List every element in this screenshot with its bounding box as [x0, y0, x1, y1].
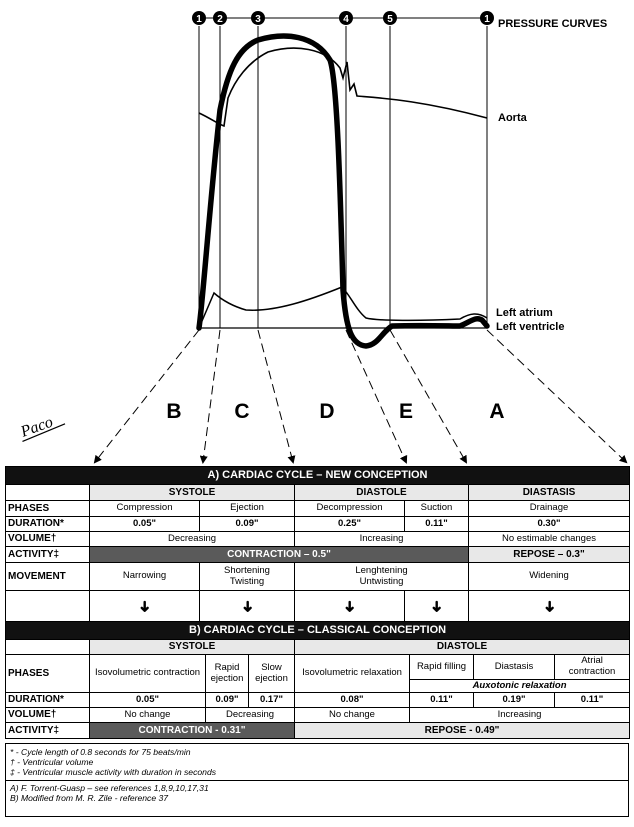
projection-arrow-1	[95, 330, 199, 462]
table-a-phases-label: PHASES	[6, 501, 90, 517]
projection-arrow-5	[390, 330, 466, 462]
table-a-duration: 0.09"	[200, 517, 295, 532]
table-a-phase: Ejection	[200, 501, 295, 517]
table-b-duration: 0.05"	[90, 693, 206, 708]
table-b-phase: Rapid filling	[410, 655, 474, 680]
projection-arrow-2	[203, 330, 220, 462]
table-a-diastasis: DIASTASIS	[469, 485, 630, 501]
phase-letter-d: D	[319, 400, 335, 423]
table-b-activity-label: ACTIVITY‡	[6, 723, 90, 739]
table-a-phase: Compression	[90, 501, 200, 517]
table-new-conception	[5, 466, 630, 623]
table-a-volume-label: VOLUME†	[6, 532, 90, 547]
table-a-movement: Widening	[469, 563, 630, 591]
down-arrow-icon: ➜	[135, 599, 153, 613]
marker-6-label: 1	[484, 14, 490, 25]
phase-letter-a: A	[489, 400, 505, 423]
projection-arrow-4	[346, 330, 406, 462]
table-a-contraction: CONTRACTION – 0.5"	[90, 547, 469, 563]
table-a-diastole: DIASTOLE	[295, 485, 469, 501]
aorta-curve	[199, 48, 487, 126]
phase-letter-b: B	[166, 400, 182, 423]
table-b-contraction: CONTRACTION - 0.31"	[90, 723, 295, 739]
table-a-volume: No estimable changes	[469, 532, 630, 547]
table-b-duration: 0.11"	[555, 693, 630, 708]
phase-letter-e: E	[398, 400, 414, 423]
table-b-phases-label: PHASES	[6, 655, 90, 693]
table-b-duration: 0.09"	[206, 693, 249, 708]
marker-3	[251, 11, 265, 25]
marker-5-label: 5	[387, 14, 393, 25]
table-b-duration: 0.11"	[410, 693, 474, 708]
down-arrow-icon: ➜	[340, 599, 358, 613]
marker-1-label: 1	[196, 14, 202, 25]
table-b-duration: 0.08"	[295, 693, 410, 708]
down-arrow-icon: ➜	[238, 599, 256, 613]
table-b-phase: Slow ejection	[249, 655, 295, 693]
table-a-duration: 0.11"	[405, 517, 469, 532]
svg-text:Paco: Paco	[18, 413, 56, 441]
signature	[17, 410, 66, 442]
table-b-volume-label: VOLUME†	[6, 708, 90, 723]
projection-arrow-6	[487, 330, 626, 462]
table-a-volume: Increasing	[295, 532, 469, 547]
table-a-repose: REPOSE – 0.3"	[469, 547, 630, 563]
table-b-title: B) CARDIAC CYCLE – CLASSICAL CONCEPTION	[6, 622, 630, 640]
table-a-movement-label: MOVEMENT	[6, 563, 90, 591]
footnote: ‡ - Ventricular muscle activity with duration in seconds	[10, 767, 217, 777]
footnote: † - Ventricular volume	[10, 757, 94, 767]
projection-arrow-3	[258, 330, 293, 462]
table-b-volume: No change	[90, 708, 206, 723]
marker-2	[213, 11, 227, 25]
table-a-phase: Decompression	[295, 501, 405, 517]
table-b-diastole: DIASTOLE	[295, 640, 630, 655]
footnote: * - Cycle length of 0.8 seconds for 75 beats/min	[10, 747, 191, 757]
table-b-repose: REPOSE - 0.49"	[295, 723, 630, 739]
table-b-duration: 0.19"	[474, 693, 555, 708]
footnotes	[5, 743, 629, 817]
pressure-curves-title: PRESSURE CURVES	[498, 18, 608, 30]
table-b-systole: SYSTOLE	[90, 640, 295, 655]
table-a-phase: Suction	[405, 501, 469, 517]
left-ventricle-label: Left ventricle	[496, 321, 565, 333]
reference: A) F. Torrent-Guasp – see references 1,8,9,10,17,31	[10, 783, 209, 793]
marker-5	[383, 11, 397, 25]
phase-letter-c: C	[234, 400, 250, 423]
left-atrium-label: Left atrium	[496, 307, 553, 319]
table-b-auxotonic: Auxotonic relaxation	[410, 680, 630, 693]
table-a-title: A) CARDIAC CYCLE – NEW CONCEPTION	[6, 467, 630, 485]
table-a-duration: 0.30"	[469, 517, 630, 532]
marker-3-label: 3	[255, 14, 261, 25]
down-arrow-icon: ➜	[540, 599, 558, 613]
table-b-volume: Decreasing	[206, 708, 295, 723]
table-a-duration: 0.25"	[295, 517, 405, 532]
table-classical-conception	[5, 621, 630, 739]
table-a-volume: Decreasing	[90, 532, 295, 547]
table-b-phase: Isovolumetric relaxation	[295, 655, 410, 693]
marker-4	[339, 11, 353, 25]
table-b-duration: 0.17"	[249, 693, 295, 708]
table-a-systole: SYSTOLE	[90, 485, 295, 501]
table-b-phase: Rapid ejection	[206, 655, 249, 693]
table-a-phase: Drainage	[469, 501, 630, 517]
table-b-volume: No change	[295, 708, 410, 723]
reference: B) Modified from M. R. Zile - reference 37	[10, 793, 169, 803]
left-ventricle-curve	[199, 36, 487, 346]
table-a-movement: Lenghtening Untwisting	[295, 563, 469, 591]
table-a-movement: Narrowing	[90, 563, 200, 591]
marker-1	[192, 11, 206, 25]
table-a-activity-label: ACTIVITY‡	[6, 547, 90, 563]
marker-4-label: 4	[343, 14, 349, 25]
table-b-volume: Increasing	[410, 708, 630, 723]
table-a-duration: 0.05"	[90, 517, 200, 532]
marker-6	[480, 11, 494, 25]
down-arrow-icon: ➜	[427, 599, 445, 613]
table-a-movement: Shortening Twisting	[200, 563, 295, 591]
table-b-phase: Isovolumetric contraction	[90, 655, 206, 693]
table-b-duration-label: DURATION*	[6, 693, 90, 708]
table-b-phase: Atrial contraction	[555, 655, 630, 680]
table-a-duration-label: DURATION*	[6, 517, 90, 532]
aorta-label: Aorta	[498, 112, 527, 124]
marker-2-label: 2	[217, 14, 223, 25]
table-b-phase: Diastasis	[474, 655, 555, 680]
